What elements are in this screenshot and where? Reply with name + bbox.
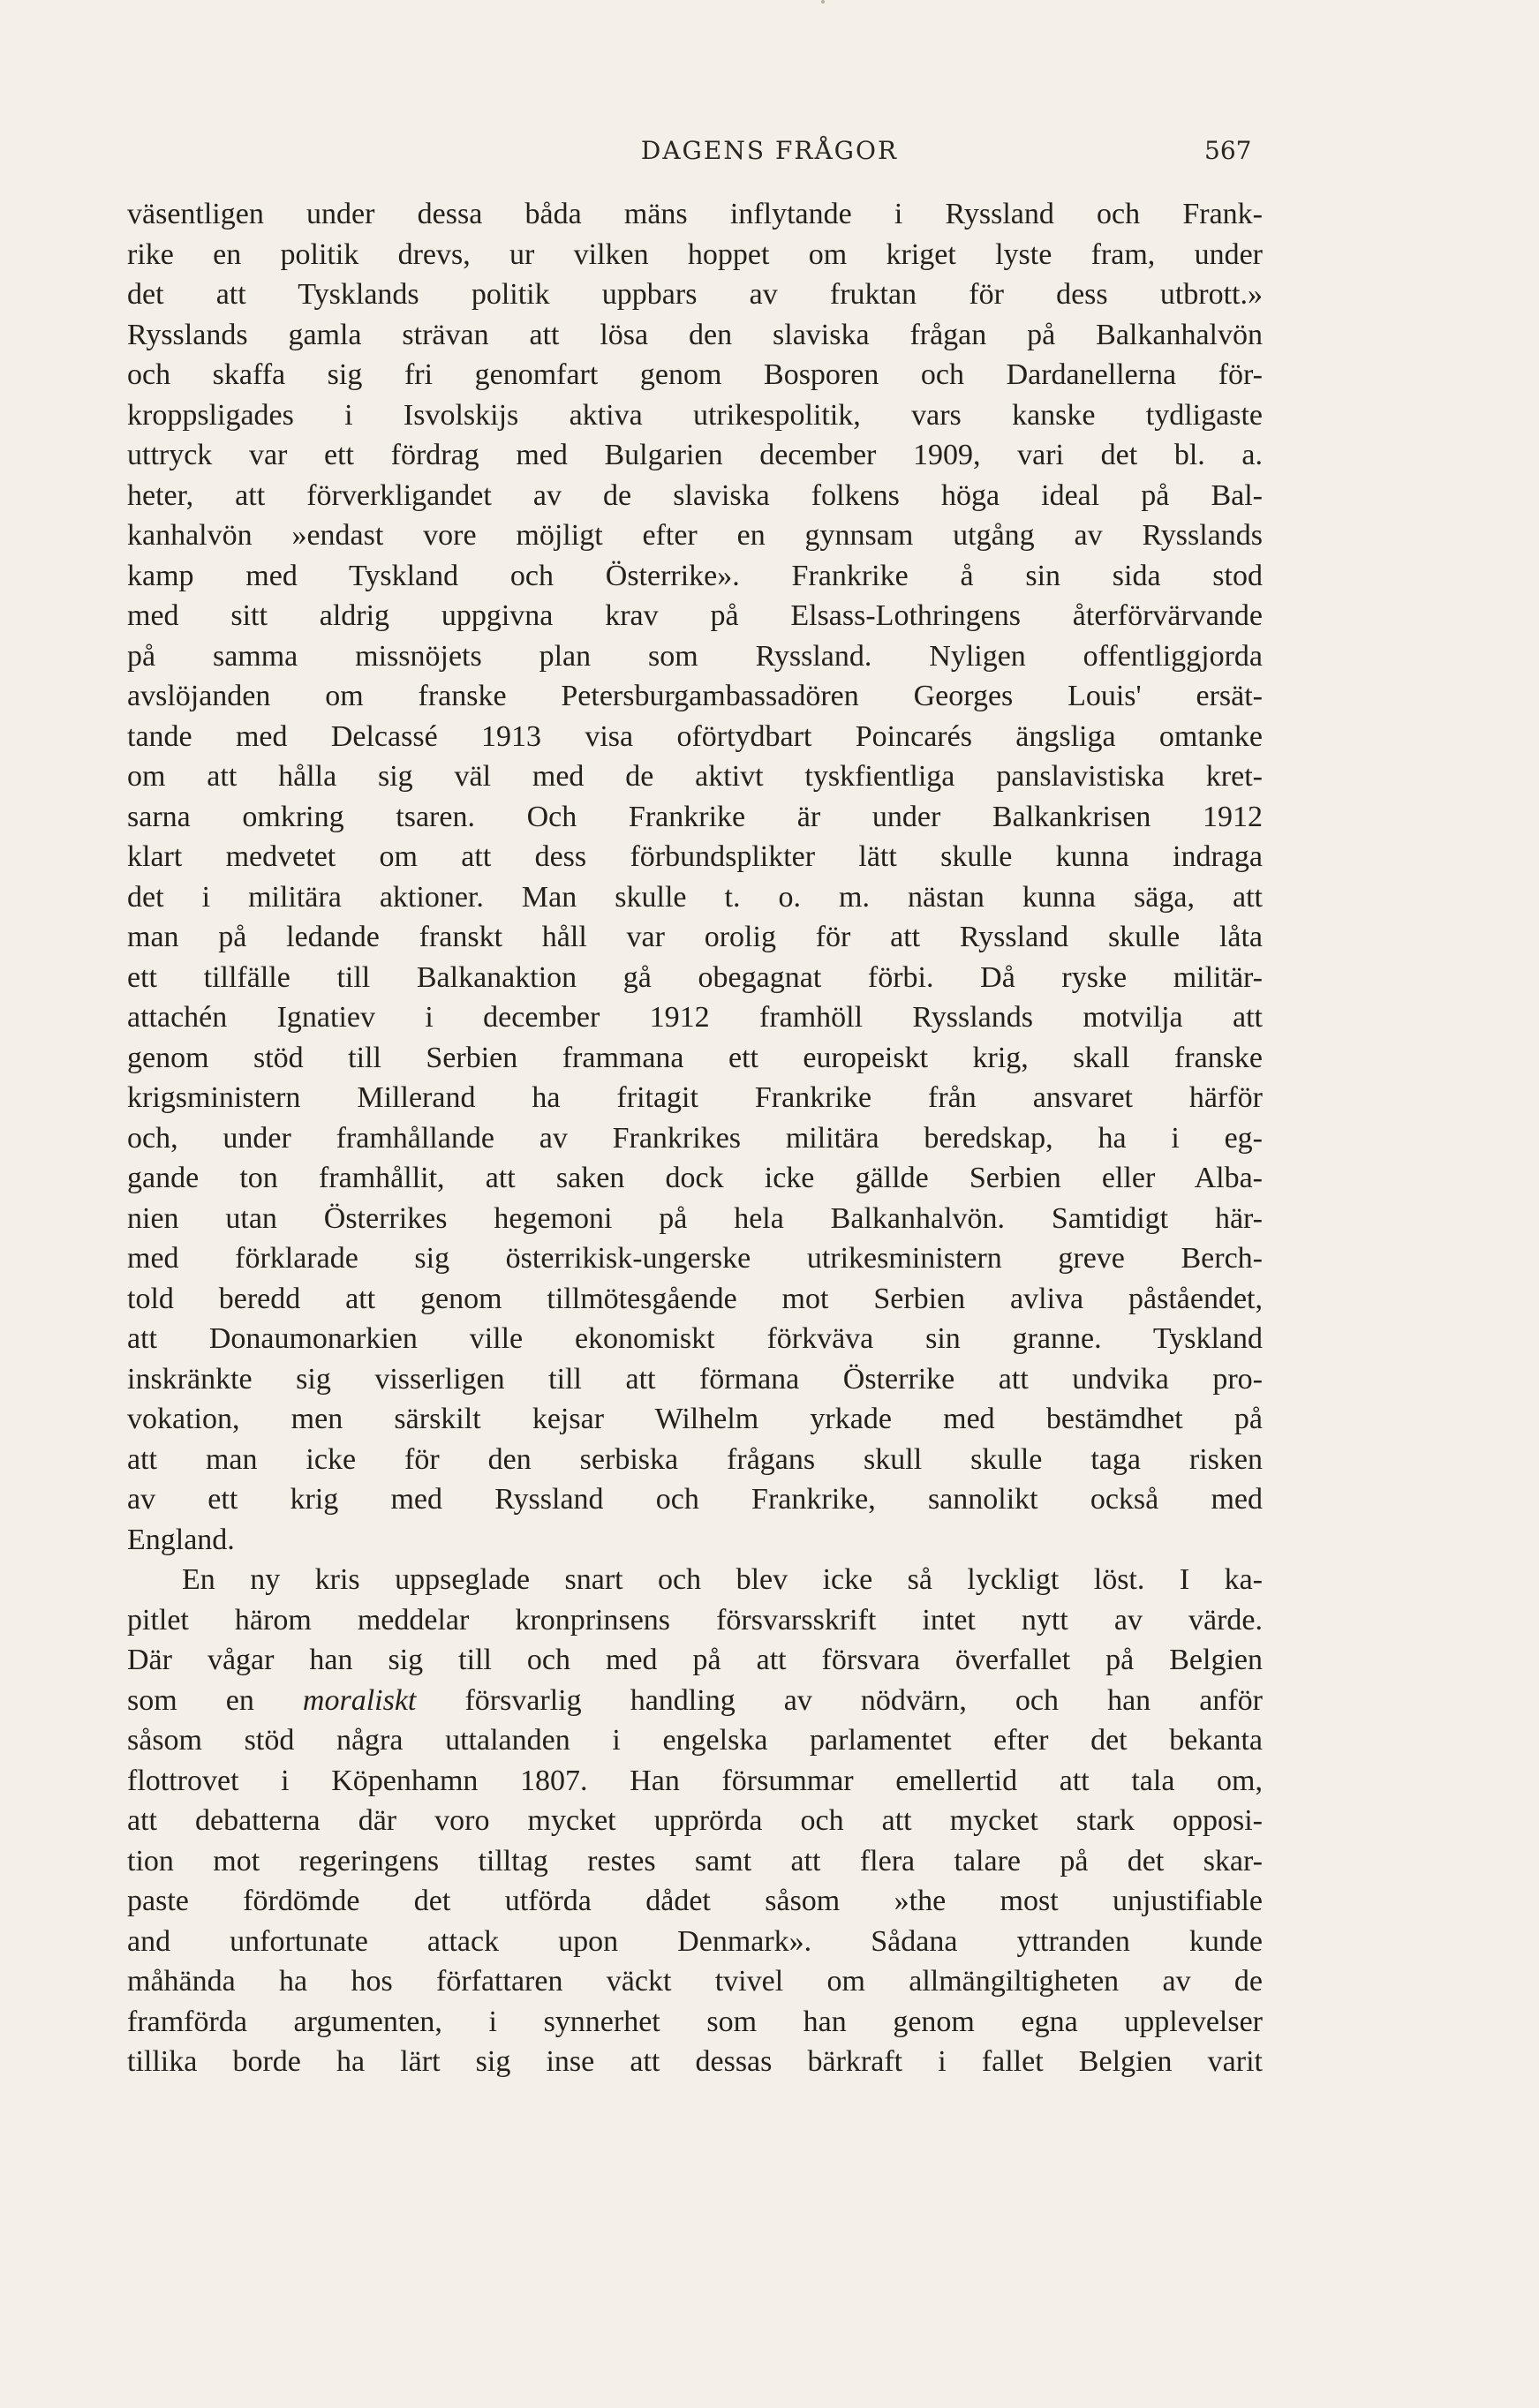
text-line: genom stöd till Serbien frammana ett europeiskt krig, skall franske [127,1041,1263,1074]
text-line: avslöjanden om franske Petersburgambassadören Georges Louis' ersät- [127,680,1263,712]
text-line: att man icke för den serbiska frågans skull skulle taga risken [127,1442,1263,1476]
text-line: pitlet härom meddelar kronprinsens försvarsskrift intet nytt av värde. [127,1603,1263,1637]
text-line: uttryck var ett fördrag med Bulgarien december 1909, vari det bl. a. [127,439,1263,471]
text-line: krigsministern Millerand ha fritagit Frankrike från ansvaret härför [127,1081,1263,1114]
text-line: and unfortunate attack upon Denmark». Sådana yttranden kunde [127,1924,1263,1958]
text-line: paste fördömde det utförda dådet såsom »the most unjustifiable [127,1885,1263,1917]
text-line: som en moraliskt försvarlig handling av nödvärn, och han anför [127,1683,1263,1717]
italic-emphasis: moraliskt [302,1683,417,1717]
text-line: om att hålla sig väl med de aktivt tyskfientliga panslavistiska kret- [127,760,1263,793]
text-line: av ett krig med Ryssland och Frankrike, sannolikt också med [127,1483,1263,1516]
text-line: väsentligen under dessa båda mäns inflytande i Ryssland och Frank- [127,198,1263,230]
text-line: tillika borde ha lärt sig inse att dessas bärkraft i fallet Belgien varit [127,2045,1263,2078]
text-line: Rysslands gamla strävan att lösa den slaviska frågan på Balkanhalvön [127,318,1263,351]
running-header-title: DAGENS FRÅGOR [640,136,899,165]
text-line: måhända ha hos författaren väckt tvivel om allmängiltigheten av de [127,1965,1263,1998]
text-line: klart medvetet om att dess förbundsplikter lätt skulle kunna indraga [127,840,1263,873]
body-text [127,194,1263,2082]
text-line: på samma missnöjets plan som Ryssland. Nyligen offentliggjorda [127,639,1263,673]
text-line: att Donaumonarkien ville ekonomiskt förkväva sin granne. Tyskland [127,1322,1263,1355]
text-line: tion mot regeringens tilltag restes samt att flera talare på det skar- [127,1844,1263,1877]
ink-speck [821,0,825,4]
text-line: kamp med Tyskland och Österrike». Frankrike å sin sida stod [127,559,1263,592]
text-line: ett tillfälle till Balkanaktion gå obegagnat förbi. Då ryske militär- [127,960,1263,994]
text-line: flottrovet i Köpenhamn 1807. Han försummar emellertid att tala om, [127,1764,1263,1797]
text-line: nien utan Österrikes hegemoni på hela Balkanhalvön. Samtidigt här- [127,1201,1263,1235]
text-line: att debatterna där voro mycket upprörda och att mycket stark opposi- [127,1804,1263,1837]
text-line: och, under framhållande av Frankrikes militära beredskap, ha i eg- [127,1121,1263,1155]
paragraph-end-line: England. [127,1523,235,1556]
text-line: tande med Delcassé 1913 visa oförtydbart Poincarés ängsliga omtanke [127,719,1263,753]
text-line: vokation, men särskilt kejsar Wilhelm yrkade med bestämdhet på [127,1403,1263,1435]
text-line: gande ton framhållit, att saken dock icke gällde Serbien eller Alba- [127,1162,1263,1194]
text-line: man på ledande franskt håll var orolig för att Ryssland skulle låta [127,921,1263,953]
page-number: 567 [1204,136,1252,165]
text-line: och skaffa sig fri genomfart genom Bosporen och Dardanellerna för- [127,358,1263,391]
text-line: med förklarade sig österrikisk-ungerske utrikesministern greve Berch- [127,1242,1263,1275]
text-line: inskränkte sig visserligen till att förmana Österrike att undvika pro- [127,1362,1263,1396]
text-line: Där vågar han sig till och med på att försvara överfallet på Belgien [127,1644,1263,1676]
paragraph-start-line: En ny kris uppseglade snart och blev icke så lyckligt löst. I ka- [182,1563,1263,1596]
text-line: det att Tysklands politik uppbars av fruktan för dess utbrott.» [127,278,1263,311]
text-line: heter, att förverkligandet av de slaviska folkens höga ideal på Bal- [127,478,1263,512]
text-line: med sitt aldrig uppgivna krav på Elsass-Lothringens återförvärvande [127,599,1263,632]
text-line: told beredd att genom tillmötesgående mot Serbien avliva påståendet, [127,1282,1263,1315]
text-line: framförda argumenten, i synnerhet som han genom egna upplevelser [127,2005,1263,2038]
text-line: rike en politik drevs, ur vilken hoppet om kriget lyste fram, under [127,237,1263,271]
text-line: kroppsligades i Isvolskijs aktiva utrikespolitik, vars kanske tydligaste [127,398,1263,432]
text-line: såsom stöd några uttalanden i engelska parlamentet efter det bekanta [127,1724,1263,1757]
text-line: attachén Ignatiev i december 1912 framhöll Rysslands motvilja att [127,1001,1263,1034]
text-line: sarna omkring tsaren. Och Frankrike är under Balkankrisen 1912 [127,800,1263,833]
text-line: det i militära aktioner. Man skulle t. o. m. nästan kunna säga, att [127,880,1263,914]
text-line: kanhalvön »endast vore möjligt efter en gynnsam utgång av Rysslands [127,519,1263,552]
